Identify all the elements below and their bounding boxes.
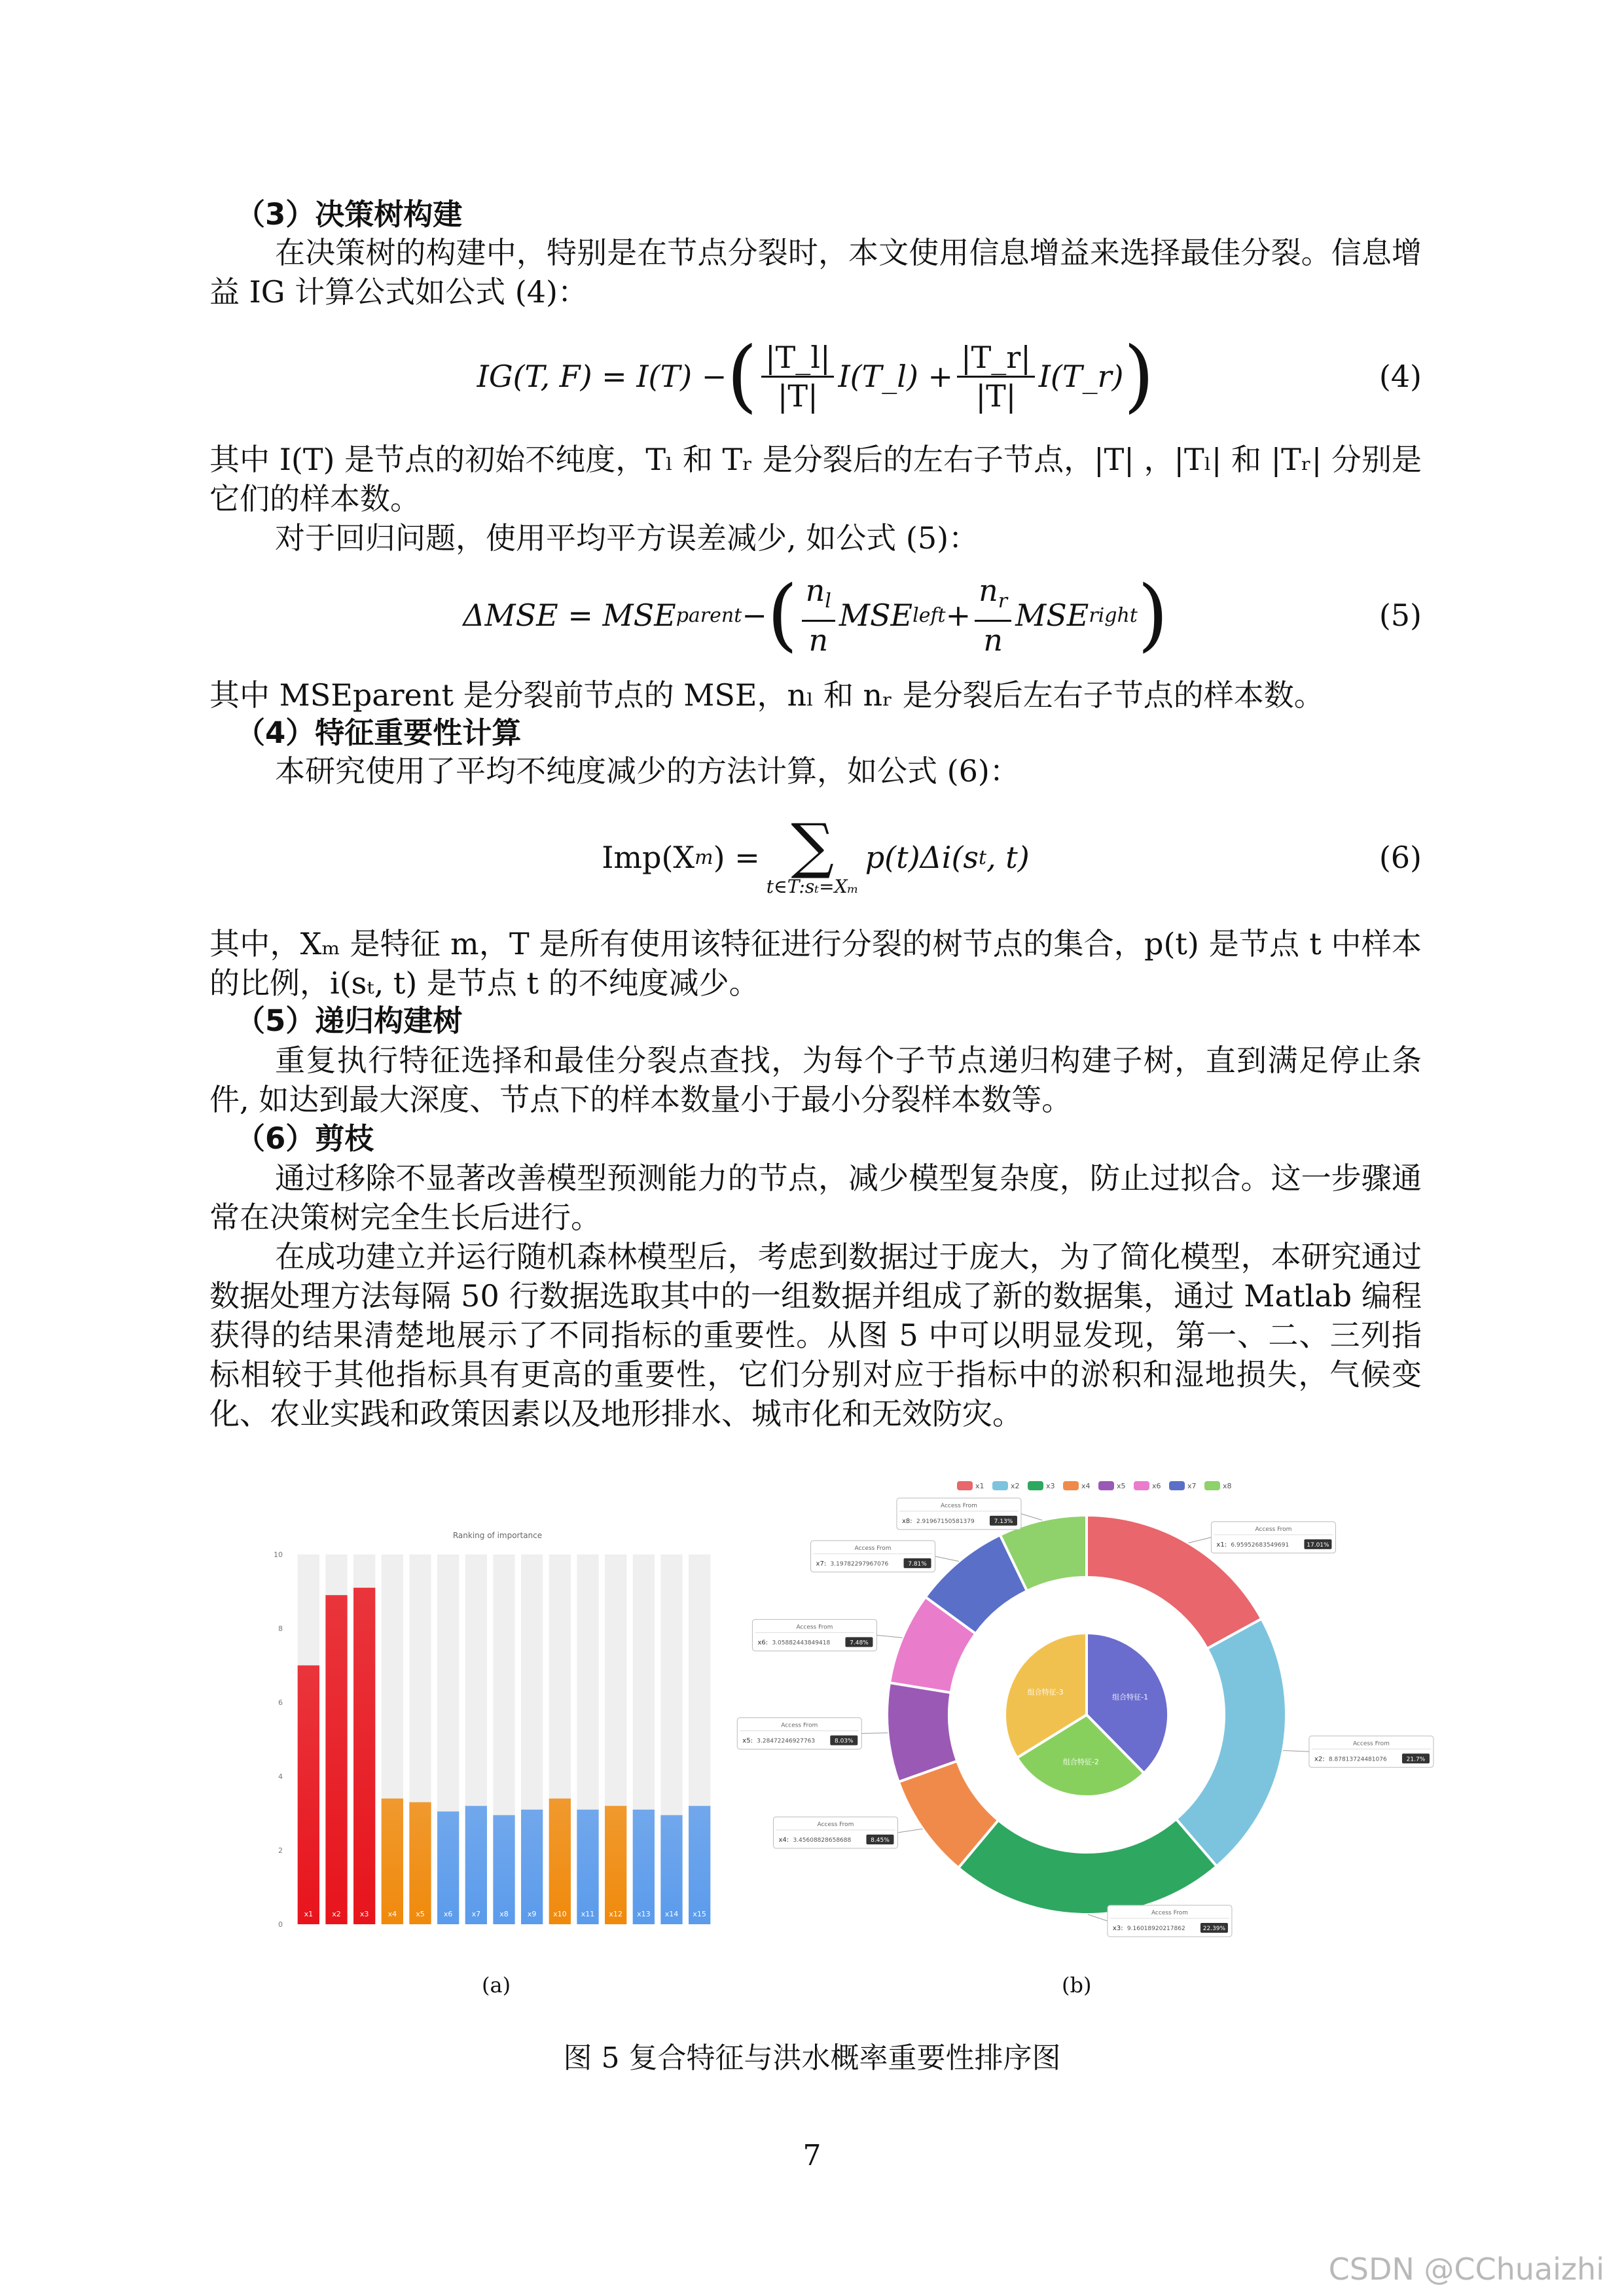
tooltip-value: 3.45608828658688	[793, 1837, 852, 1844]
tooltip-percent: 8.45%	[871, 1837, 890, 1844]
section-4-paragraph-2: 其中，Xₘ 是特征 m，T 是所有使用该特征进行分裂的树节点的集合，p(t) 是节点 t 中样本的比例，i(sₜ, t) 是节点 t 的不纯度减少。	[209, 926, 1422, 1001]
eq5-frac-left-den: n	[808, 622, 829, 658]
section-6-paragraph-2: 在成功建立并运行随机森林模型后，考虑到数据过于庞大，为了简化模型，本研究通过数据处理方法每隔 50 行数据选取其中的一组数据并组成了新的数据集，通过 Matlab 编程获得的结果清楚地展示了不同指标的重要性。从图 5 中可以明显发现，第一、二、三列指标相较于其他指标具有更高的重要性，它们分别对应于指标中的淤积和湿地损失，气候变化、农业实践和政策因素以及地形排水、城市化和无效防灾。	[209, 1239, 1422, 1431]
tooltip-percent: 22.39%	[1202, 1925, 1226, 1932]
bar-chart-category-labels	[304, 1910, 706, 1918]
eq6-end: , t)	[986, 840, 1030, 875]
tooltip-x3	[1088, 1905, 1232, 1937]
donut-legend	[957, 1481, 1232, 1490]
eq4-open-paren: (	[727, 331, 758, 422]
tooltip-value: 2.91967150581379	[916, 1518, 975, 1525]
eq4-frac-left-den: |T|	[777, 378, 818, 414]
eq4-frac-left-num: |T_l|	[761, 340, 834, 378]
bar-x15	[689, 1806, 710, 1924]
bar-label-x4: x4	[388, 1910, 397, 1918]
bar-x4	[382, 1799, 403, 1924]
legend-swatch-x8[interactable]	[1204, 1481, 1220, 1490]
legend-label-x6[interactable]: x6	[1152, 1482, 1161, 1490]
eq6-sub-t: t	[979, 846, 987, 869]
y-tick-label: 6	[278, 1698, 283, 1707]
page-number: 7	[803, 2139, 821, 2172]
legend-swatch-x6[interactable]	[1134, 1481, 1149, 1490]
section-3-paragraph-3: 对于回归问题，使用平均平方误差减少, 如公式 (5)：	[275, 520, 979, 556]
tooltip-name: x5:	[742, 1737, 753, 1745]
bar-label-x6: x6	[443, 1910, 453, 1918]
eq4-fraction-right	[957, 340, 1035, 413]
tooltip-x2	[1283, 1736, 1434, 1767]
tooltip-value: 9.16018920217862	[1127, 1925, 1185, 1932]
legend-swatch-x2[interactable]	[992, 1481, 1008, 1490]
bar-chart-title: Ranking of importance	[452, 1531, 543, 1540]
tooltip-name: x6:	[757, 1639, 768, 1647]
y-tick-label: 8	[278, 1624, 283, 1633]
bar-label-x5: x5	[416, 1910, 425, 1918]
section-6-paragraph-1: 通过移除不显著改善模型预测能力的节点，减少模型复杂度，防止过拟合。这一步骤通常在决策树完全生长后进行。	[209, 1160, 1422, 1235]
eq4-fraction-left	[761, 340, 834, 413]
equation-6-number: (6)	[1379, 840, 1422, 875]
legend-swatch-x7[interactable]	[1169, 1481, 1185, 1490]
legend-swatch-x3[interactable]	[1028, 1481, 1043, 1490]
tooltip-x4	[773, 1817, 922, 1848]
figure-caption: 图 5 复合特征与洪水概率重要性排序图	[563, 2041, 1061, 2075]
bar-x11	[577, 1810, 598, 1924]
tooltip-header: Access From	[854, 1545, 892, 1552]
eq5-sub-parent: parent	[676, 603, 742, 627]
eq5-sub-right: right	[1089, 603, 1138, 627]
bar-x3	[353, 1588, 375, 1924]
bar-label-x15: x15	[693, 1910, 706, 1918]
eq5-frac-right-num	[975, 573, 1011, 622]
tooltip-leader	[1283, 1750, 1309, 1751]
bar-x5	[409, 1803, 431, 1924]
tooltip-value: 3.05882443849418	[772, 1640, 831, 1647]
tooltip-header: Access From	[940, 1502, 977, 1509]
eq5-nr: n	[979, 573, 998, 608]
y-tick-label: 0	[278, 1920, 283, 1929]
csdn-watermark: CSDN @CChuaizhi	[1328, 2251, 1604, 2287]
eq6-rhs: p(t)Δi(s	[865, 840, 979, 875]
bar-label-x12: x12	[609, 1910, 623, 1918]
eq5-frac-right-den: n	[983, 622, 1003, 658]
tooltip-x7	[811, 1541, 959, 1572]
eq6-lhs: Imp(X	[602, 840, 695, 875]
y-tick-label: 2	[278, 1846, 283, 1855]
bar-chart-y-axis	[274, 1551, 283, 1929]
bar-x13	[633, 1810, 655, 1924]
bar-label-x7: x7	[471, 1910, 481, 1918]
tooltip-name: x2:	[1314, 1755, 1325, 1763]
equation-5-number: (5)	[1379, 598, 1422, 633]
tooltip-value: 6.95952683549691	[1231, 1541, 1290, 1549]
eq5-nl-sub: l	[825, 590, 831, 613]
bar-x1	[298, 1666, 319, 1925]
section-6-heading: （6）剪枝	[236, 1121, 374, 1156]
legend-label-x8[interactable]: x8	[1223, 1482, 1232, 1490]
eq5-nr-sub: r	[998, 590, 1008, 613]
section-3-paragraph-2: 其中 I(T) 是节点的初始不纯度，Tₗ 和 Tᵣ 是分裂后的左右子节点，|T| ，|Tₗ| 和 |Tᵣ| 分别是它们的样本数。	[209, 442, 1422, 516]
tooltip-value: 8.87813724481076	[1328, 1756, 1387, 1763]
tooltip-percent: 17.01%	[1307, 1541, 1329, 1549]
tooltip-x1	[1188, 1522, 1335, 1553]
eq4-frac-right-num: |T_r|	[957, 340, 1035, 378]
eq5-lhs: ΔMSE = MSE	[463, 598, 676, 633]
section-3-heading: （3）决策树构建	[236, 197, 463, 232]
outer-slice-x3[interactable]	[958, 1819, 1217, 1914]
eq6-sigma: ∑	[791, 811, 835, 881]
eq6-sub-m: m	[695, 846, 713, 869]
inner-slice-label-2: 组合特征-2	[1062, 1757, 1099, 1767]
legend-swatch-x4[interactable]	[1063, 1481, 1079, 1490]
importance-donut-chart	[742, 1466, 1426, 1932]
eq5-minus: −	[742, 598, 767, 633]
equation-5	[209, 569, 1422, 661]
y-tick-label: 4	[278, 1772, 283, 1781]
eq5-fraction-left	[802, 573, 835, 657]
eq4-frac-right-den: |T|	[975, 378, 1017, 414]
bar-x7	[465, 1806, 487, 1924]
tooltip-leader	[935, 1556, 959, 1562]
bar-label-x13: x13	[637, 1910, 651, 1918]
bar-label-x11: x11	[581, 1910, 595, 1918]
tooltip-leader	[1188, 1537, 1211, 1543]
bar-x9	[521, 1810, 543, 1924]
eq5-close-paren: )	[1137, 569, 1168, 660]
eq5-sub-left: left	[912, 603, 946, 627]
eq4-term2: I(T_r)	[1038, 359, 1124, 394]
tooltip-name: x1:	[1216, 1541, 1227, 1549]
tooltip-percent: 7.48%	[850, 1640, 869, 1647]
eq5-fraction-right	[975, 573, 1011, 657]
bar-x10	[549, 1799, 571, 1924]
tooltip-x5	[737, 1717, 888, 1749]
tooltip-leader	[1021, 1514, 1042, 1520]
y-tick-label: 10	[274, 1551, 283, 1559]
bar-label-x1: x1	[304, 1910, 314, 1918]
legend-label-x7[interactable]: x7	[1187, 1482, 1197, 1490]
eq4-close-paren: )	[1123, 331, 1155, 422]
tooltip-header: Access From	[1352, 1740, 1390, 1748]
tooltip-leader	[876, 1635, 902, 1638]
eq5-mse-right: MSE	[1015, 598, 1089, 633]
eq5-plus: +	[945, 598, 971, 633]
section-4-paragraph-1: 本研究使用了平均不纯度减少的方法计算，如公式 (6)：	[275, 753, 1020, 789]
legend-label-x2[interactable]: x2	[1011, 1482, 1020, 1490]
bar-x2	[325, 1595, 347, 1924]
tooltip-name: x4:	[778, 1836, 789, 1844]
tooltip-leader	[897, 1829, 922, 1833]
eq4-lhs: IG(T, F) = I(T) −	[477, 359, 727, 394]
bar-label-x2: x2	[332, 1910, 341, 1918]
legend-label-x1[interactable]: x1	[975, 1482, 984, 1490]
bar-label-x8: x8	[499, 1910, 509, 1918]
tooltip-header: Access From	[1151, 1909, 1188, 1916]
tooltip-value: 3.19782297967076	[830, 1560, 889, 1568]
equation-6	[209, 805, 1422, 910]
inner-slice-label-1: 组合特征-1	[1112, 1693, 1149, 1702]
tooltip-leader	[861, 1733, 888, 1734]
bar-x6	[437, 1812, 459, 1924]
eq4-term1: I(T_l) +	[838, 359, 954, 394]
section-4-heading: （4）特征重要性计算	[236, 715, 522, 750]
bar-x14	[660, 1815, 682, 1924]
section-3-paragraph-1: 在决策树的构建中，特别是在节点分裂时，本文使用信息增益来选择最佳分裂。信息增益 IG 计算公式如公式 (4)：	[209, 235, 1422, 310]
section-5-heading: （5）递归构建树	[236, 1003, 463, 1038]
equation-4-number: (4)	[1379, 359, 1422, 394]
tooltip-header: Access From	[781, 1722, 818, 1729]
bar-x8	[493, 1815, 514, 1924]
bar-x12	[605, 1806, 626, 1924]
inner-slice-label-3: 组合特征-3	[1027, 1687, 1064, 1696]
tooltip-header: Access From	[796, 1624, 833, 1631]
legend-label-x3[interactable]: x3	[1046, 1482, 1055, 1490]
eq5-frac-left-num	[802, 573, 835, 622]
tooltip-x8	[897, 1498, 1042, 1530]
tooltip-percent: 7.13%	[994, 1518, 1013, 1525]
eq6-sum-index: t∈T:sₜ=Xₘ	[766, 876, 859, 897]
equation-4	[209, 327, 1422, 425]
subfigure-b-label: (b)	[1062, 1973, 1092, 1998]
legend-label-x4[interactable]: x4	[1081, 1482, 1091, 1490]
legend-swatch-x5[interactable]	[1098, 1481, 1114, 1490]
bar-label-x9: x9	[527, 1910, 537, 1918]
legend-label-x5[interactable]: x5	[1117, 1482, 1126, 1490]
eq6-summation	[766, 811, 859, 898]
tooltip-percent: 7.81%	[908, 1560, 927, 1568]
tooltip-name: x7:	[816, 1560, 827, 1568]
tooltip-x6	[752, 1619, 902, 1651]
tooltip-name: x3:	[1112, 1924, 1123, 1932]
tooltip-percent: 21.7%	[1406, 1756, 1426, 1763]
bar-label-x3: x3	[359, 1910, 369, 1918]
bar-label-x14: x14	[664, 1910, 679, 1918]
tooltip-name: x8:	[901, 1517, 912, 1525]
tooltip-percent: 8.03%	[834, 1738, 854, 1745]
eq6-eq: ) =	[713, 840, 760, 875]
eq5-nl: n	[805, 573, 825, 608]
eq5-mse-left: MSE	[839, 598, 913, 633]
eq5-open-paren: (	[767, 569, 798, 660]
bar-label-x10: x10	[553, 1910, 567, 1918]
section-5-paragraph-1: 重复执行特征选择和最佳分裂点查找，为每个子节点递归构建子树，直到满足停止条件, 如达到最大深度、节点下的样本数量小于最小分裂样本数等。	[209, 1043, 1422, 1117]
importance-bar-chart	[255, 1518, 733, 1931]
tooltip-header: Access From	[1255, 1526, 1292, 1533]
donut-inner-pie	[1005, 1633, 1168, 1797]
tooltip-value: 3.28472246927763	[757, 1738, 816, 1745]
legend-swatch-x1[interactable]	[957, 1481, 973, 1490]
section-3-paragraph-4: 其中 MSEparent 是分裂前节点的 MSE，nₗ 和 nᵣ 是分裂后左右子节点的样本数。	[209, 677, 1324, 713]
subfigure-a-label: (a)	[482, 1973, 511, 1998]
outer-slice-x2[interactable]	[1176, 1619, 1286, 1866]
tooltip-header: Access From	[817, 1821, 854, 1828]
